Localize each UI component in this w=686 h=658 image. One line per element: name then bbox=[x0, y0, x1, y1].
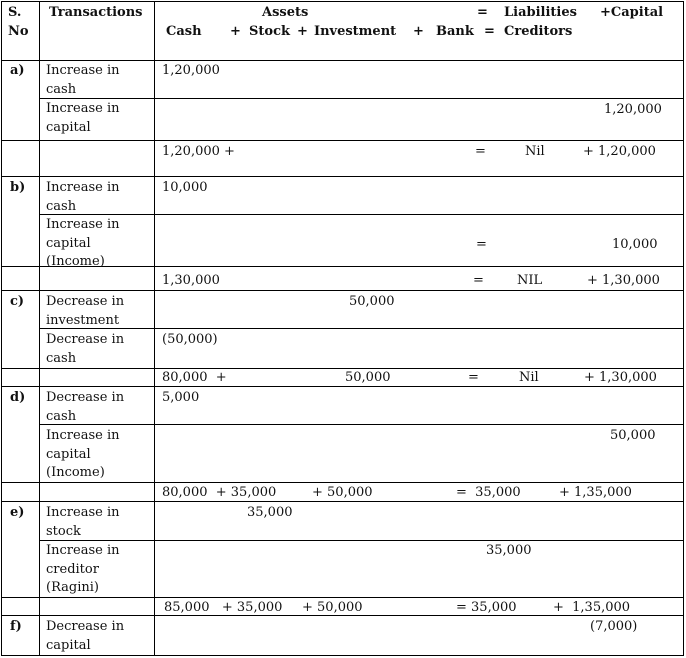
row-id-a: a) bbox=[10, 63, 25, 78]
row-divider bbox=[39, 98, 683, 99]
stock-value: 35,000 bbox=[247, 505, 293, 520]
transaction-label: Increase in cash bbox=[46, 63, 120, 97]
investment-value: 50,000 bbox=[349, 294, 395, 309]
row-id-d: d) bbox=[10, 390, 26, 405]
equals-sign: = bbox=[475, 144, 486, 159]
header-plus: + bbox=[230, 24, 241, 39]
capital-value: (7,000) bbox=[590, 619, 638, 634]
header-investment: Investment bbox=[314, 24, 397, 39]
transaction-label: Decrease in capital bbox=[46, 619, 125, 653]
row-divider bbox=[39, 540, 683, 541]
row-divider bbox=[1, 176, 683, 177]
cash-value: 1,20,000 bbox=[162, 63, 220, 78]
header-plus: + bbox=[413, 24, 424, 39]
capital-total: + 1,30,000 bbox=[587, 273, 660, 288]
column-divider bbox=[39, 1, 40, 656]
liabilities-value: 35,000 bbox=[486, 543, 532, 558]
row-id-f: f) bbox=[10, 619, 22, 634]
transaction-label: Increase in creditor (Ragini) bbox=[46, 543, 120, 595]
table-border-right bbox=[683, 1, 684, 656]
header-stock: Stock bbox=[249, 24, 290, 39]
capital-value: 10,000 bbox=[612, 237, 658, 252]
transaction-label: Decrease in cash bbox=[46, 390, 125, 424]
header-creditors: Creditors bbox=[504, 24, 573, 39]
liabilities-total: Nil bbox=[525, 144, 545, 159]
row-divider bbox=[1, 386, 683, 387]
column-divider bbox=[154, 1, 155, 656]
liabilities-total: = 35,000 bbox=[456, 600, 517, 615]
cash-total: 1,20,000 + bbox=[162, 144, 235, 159]
row-divider bbox=[1, 290, 683, 291]
capital-total: + 1,20,000 bbox=[583, 144, 656, 159]
transaction-label: Increase in stock bbox=[46, 505, 120, 539]
header-plus: + bbox=[297, 24, 308, 39]
transaction-label: Increase in cash bbox=[46, 180, 120, 214]
cash-stock-total: 85,000 + 35,000 bbox=[164, 600, 283, 615]
liabilities-total: Nil bbox=[519, 370, 539, 385]
transaction-label: Increase in capital bbox=[46, 101, 120, 135]
table-border-top bbox=[1, 1, 683, 2]
cash-value: 10,000 bbox=[162, 180, 208, 195]
header-assets: Assets bbox=[262, 5, 309, 20]
capital-total: + 1,35,000 bbox=[559, 485, 632, 500]
capital-total: + 1,35,000 bbox=[553, 600, 631, 615]
row-divider bbox=[1, 368, 683, 369]
header-liabilities: Liabilities bbox=[504, 5, 577, 20]
capital-value: 1,20,000 bbox=[604, 102, 662, 117]
cash-total: 80,000 + bbox=[162, 370, 227, 385]
transaction-label: Decrease in cash bbox=[46, 332, 125, 366]
header-equals: = bbox=[484, 24, 495, 39]
header-divider bbox=[1, 60, 683, 61]
header-no: No bbox=[8, 24, 29, 39]
investment-total: + 50,000 bbox=[302, 600, 363, 615]
equals-sign: = bbox=[473, 273, 484, 288]
header-capital: +Capital bbox=[600, 5, 664, 20]
liabilities-total: NIL bbox=[517, 273, 543, 288]
capital-total: + 1,30,000 bbox=[584, 370, 657, 385]
row-id-c: c) bbox=[10, 294, 25, 309]
capital-value: 50,000 bbox=[610, 428, 656, 443]
cash-value: (50,000) bbox=[162, 332, 218, 347]
header-cash: Cash bbox=[166, 24, 202, 39]
row-id-e: e) bbox=[10, 505, 25, 520]
cash-total: 1,30,000 bbox=[162, 273, 220, 288]
header-transactions: Transactions bbox=[49, 5, 143, 20]
table-border-left bbox=[1, 1, 2, 656]
liabilities-total: = 35,000 bbox=[456, 485, 521, 500]
row-divider bbox=[39, 424, 683, 425]
equals-sign: = bbox=[476, 237, 487, 252]
row-divider bbox=[39, 328, 683, 329]
row-divider bbox=[39, 214, 683, 215]
investment-total: 50,000 bbox=[345, 370, 391, 385]
cash-value: 5,000 bbox=[162, 390, 200, 405]
row-divider bbox=[1, 140, 683, 141]
equals-sign: = bbox=[468, 370, 479, 385]
table-border-bottom bbox=[1, 655, 683, 656]
transaction-label: Decrease in investment bbox=[46, 294, 125, 328]
header-equals: = bbox=[477, 5, 488, 20]
transaction-label: Increase in capital (Income) bbox=[46, 428, 120, 480]
header-bank: Bank bbox=[436, 24, 474, 39]
investment-total: + 50,000 bbox=[312, 485, 373, 500]
transaction-label: Increase in capital (Income) bbox=[46, 217, 120, 269]
cash-stock-total: 80,000 + 35,000 bbox=[162, 485, 277, 500]
row-id-b: b) bbox=[10, 180, 26, 195]
header-sno: S. bbox=[8, 5, 22, 20]
